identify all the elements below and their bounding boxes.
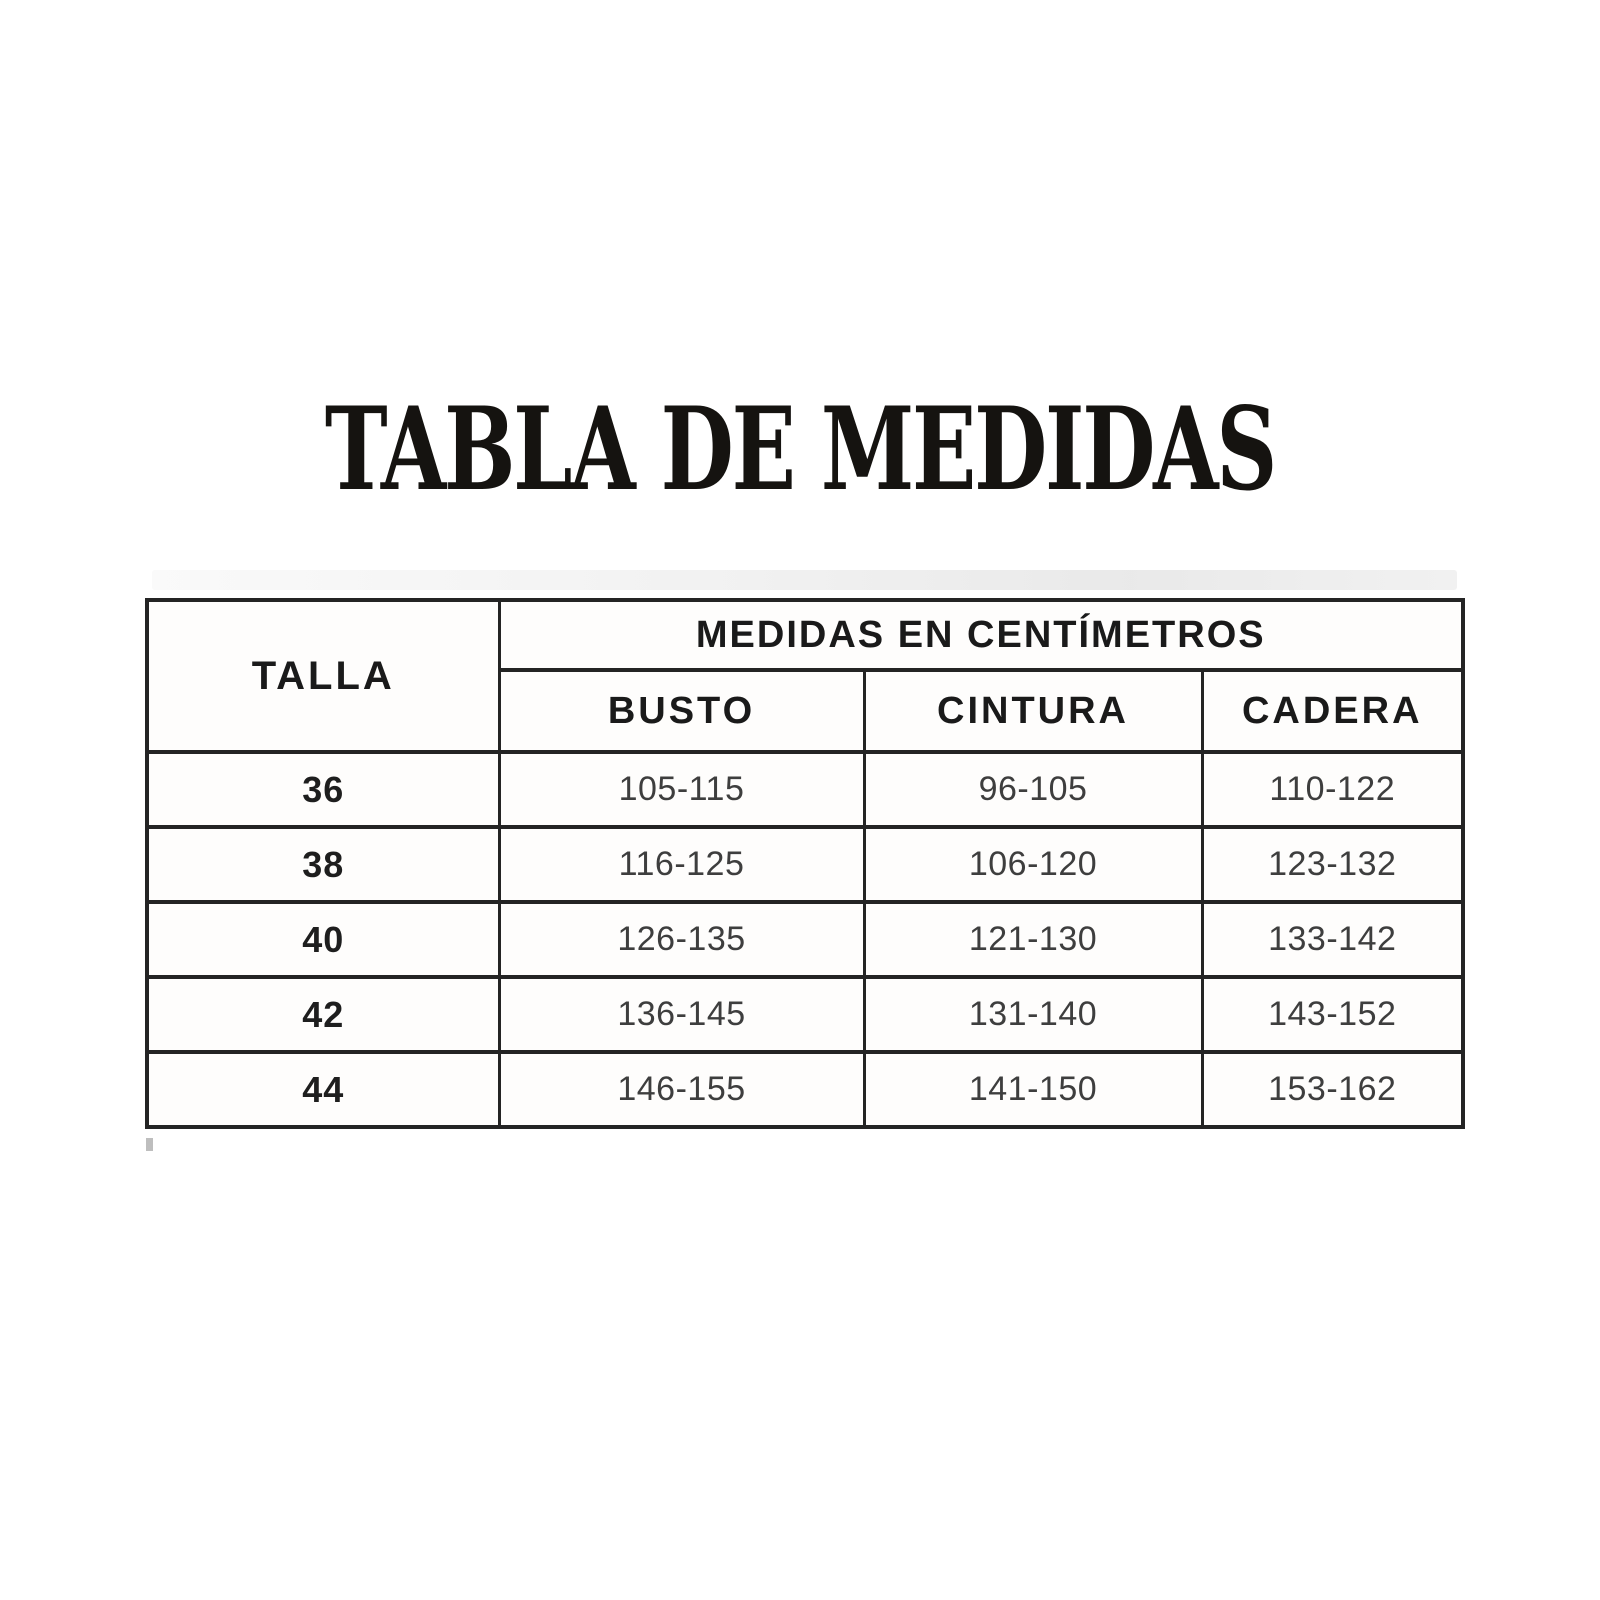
- scan-artifact: [146, 1138, 153, 1151]
- table-row-size-44: [147, 1052, 1463, 1127]
- group-header-medidas: MEDIDAS EN CENTÍMETROS: [499, 600, 1463, 670]
- cell-busto: 146-155: [499, 1052, 864, 1127]
- table-row-size-38: [147, 827, 1463, 902]
- column-header-cintura: CINTURA: [864, 670, 1202, 752]
- cell-cadera: 153-162: [1202, 1052, 1463, 1127]
- cell-cintura: 96-105: [864, 752, 1202, 827]
- column-header-talla: TALLA: [147, 600, 499, 752]
- cell-talla: 36: [147, 752, 499, 827]
- cell-busto: 126-135: [499, 902, 864, 977]
- header-row-group: [147, 600, 1463, 670]
- size-table: [145, 598, 1465, 1129]
- table-row-size-40: [147, 902, 1463, 977]
- page-title: TABLA DE MEDIDAS: [324, 382, 1276, 516]
- cell-talla: 38: [147, 827, 499, 902]
- column-header-cadera: CADERA: [1202, 670, 1463, 752]
- cell-busto: 105-115: [499, 752, 864, 827]
- cell-talla: 42: [147, 977, 499, 1052]
- cell-cadera: 143-152: [1202, 977, 1463, 1052]
- cell-cintura: 141-150: [864, 1052, 1202, 1127]
- cell-cadera: 110-122: [1202, 752, 1463, 827]
- title-wrap: [0, 382, 1600, 516]
- table-row-size-36: [147, 752, 1463, 827]
- cell-talla: 40: [147, 902, 499, 977]
- cell-cadera: 123-132: [1202, 827, 1463, 902]
- cell-cintura: 121-130: [864, 902, 1202, 977]
- column-header-busto: BUSTO: [499, 670, 864, 752]
- scan-smudge-artifact: [152, 570, 1457, 590]
- cell-cadera: 133-142: [1202, 902, 1463, 977]
- cell-cintura: 106-120: [864, 827, 1202, 902]
- cell-busto: 136-145: [499, 977, 864, 1052]
- table-row-size-42: [147, 977, 1463, 1052]
- cell-cintura: 131-140: [864, 977, 1202, 1052]
- cell-talla: 44: [147, 1052, 499, 1127]
- cell-busto: 116-125: [499, 827, 864, 902]
